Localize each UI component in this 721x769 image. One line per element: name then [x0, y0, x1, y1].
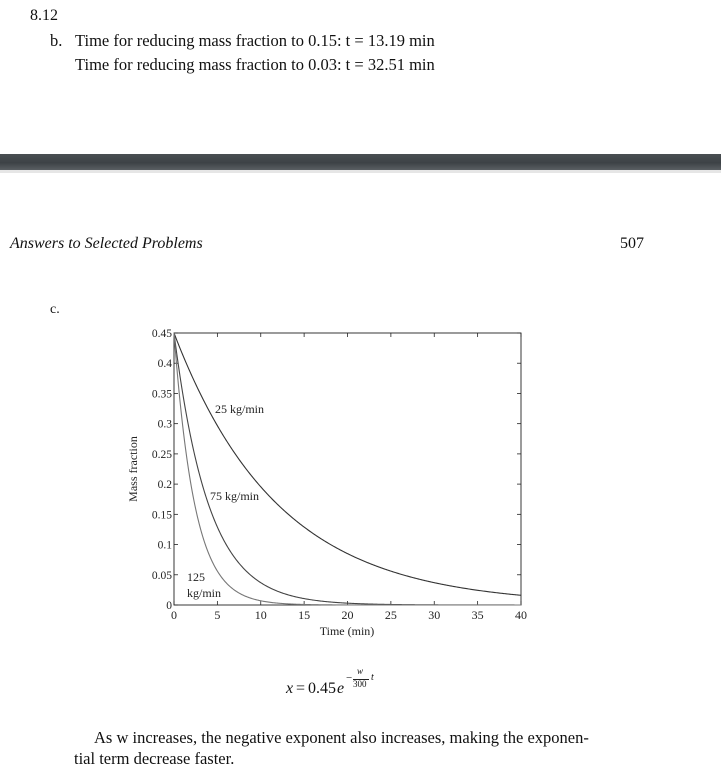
label-125-line-1: 125 [187, 570, 205, 584]
part-c-label: c. [50, 302, 60, 317]
formula-exponent-variable: t [371, 672, 374, 683]
y-tick-label: 0 [166, 600, 172, 612]
part-b-answer-line-2: Time for reducing mass fraction to 0.03: t = 32.51 min [75, 55, 435, 74]
y-tick-label: 0.15 [151, 509, 172, 522]
x-tick-label: 15 [298, 608, 311, 622]
y-axis-label: Mass fraction [126, 436, 140, 502]
x-tick-label: 5 [214, 608, 221, 622]
conclusion-line-2: tial term decrease faster. [74, 749, 235, 768]
formula-coefficient: 0.45 [308, 680, 336, 697]
y-tick-label: 0.2 [157, 479, 172, 492]
formula-exponent-numerator: w [357, 666, 364, 676]
x-tick-label: 40 [515, 608, 527, 622]
y-tick-label: 0.35 [151, 388, 172, 401]
y-tick-label: 0.45 [151, 328, 172, 340]
curve-75-kg-min [174, 333, 521, 605]
y-tick-label: 0.25 [151, 448, 172, 461]
formula-lhs: x [286, 680, 294, 697]
x-axis-ticks [171, 333, 527, 622]
formula-base: e [337, 680, 345, 697]
part-b-label: b. [50, 31, 63, 50]
y-axis-ticks [152, 328, 521, 612]
plot-frame [174, 333, 521, 605]
decay-formula [286, 666, 386, 702]
y-tick-label: 0.3 [157, 418, 172, 431]
running-head: Answers to Selected Problems [10, 235, 203, 252]
x-tick-label: 35 [471, 608, 484, 622]
x-tick-label: 25 [384, 608, 397, 622]
decay-curves [174, 333, 521, 605]
page-number: 507 [620, 235, 644, 252]
x-axis-label: Time (min) [319, 624, 375, 638]
problem-number: 8.12 [30, 7, 58, 24]
label-125-line-2: kg/min [187, 586, 222, 600]
y-tick-label: 0.1 [157, 539, 172, 552]
x-tick-label: 20 [341, 608, 354, 622]
x-tick-label: 10 [254, 608, 267, 622]
x-tick-label: 0 [171, 608, 177, 622]
formula-exponent-denominator: 300 [353, 679, 367, 689]
x-tick-label: 30 [428, 608, 441, 622]
label-75-kg-min: 75 kg/min [210, 489, 260, 503]
label-25-kg-min: 25 kg/min [215, 402, 265, 416]
conclusion-line-1: As w increases, the negative exponent also increases, making the exponen- [94, 728, 589, 747]
conclusion-paragraph [75, 727, 655, 769]
curve-125-kg-min [174, 333, 521, 605]
curve-25-kg-min [174, 333, 521, 595]
formula-exponent-minus: − [346, 672, 353, 684]
part-b-answer-line-1: Time for reducing mass fraction to 0.15: t = 13.19 min [75, 31, 435, 50]
y-tick-label: 0.05 [151, 569, 172, 582]
formula-equals: = [296, 680, 306, 697]
y-tick-label: 0.4 [157, 358, 172, 371]
